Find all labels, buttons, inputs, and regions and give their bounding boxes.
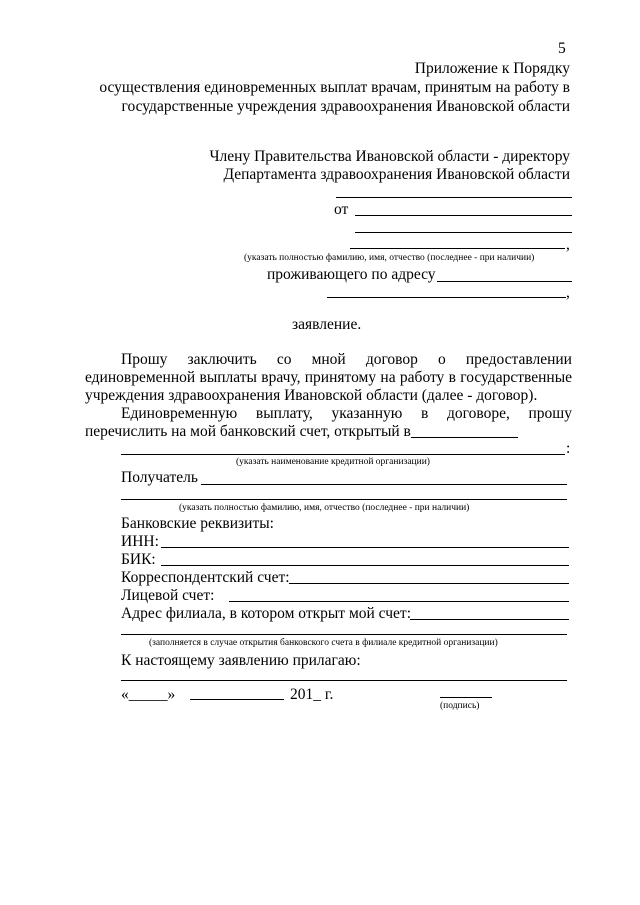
from-name-field-3[interactable] — [350, 248, 565, 249]
addressee-comma-1: , — [566, 236, 570, 253]
residing-address-field-2[interactable] — [327, 297, 566, 298]
paragraph-1-line-1 — [121, 351, 572, 369]
header-line-2: осуществления единовременных выплат врачам, принятым на работу в — [99, 79, 570, 96]
corr-account-label: Корреспондентский счет: — [121, 569, 290, 586]
residing-address-field[interactable] — [437, 281, 572, 282]
p2-word: прошу — [528, 405, 572, 422]
branch-address-label: Адрес филиала, в котором открыт мой счет: — [121, 605, 412, 622]
p1-word: предоставлении — [465, 351, 572, 368]
paragraph-2-line-1 — [121, 405, 572, 423]
recipient-hint: (указать полностью фамилию, имя, отчество (последнее - при наличии) — [179, 503, 470, 513]
attachments-label: К настоящему заявлению прилагаю: — [121, 652, 361, 669]
recipient-field[interactable] — [201, 484, 567, 485]
bank-hint: (указать наименование кредитной организации) — [236, 457, 430, 467]
addressee-blank-1[interactable] — [336, 197, 572, 198]
p1-word: заключить — [187, 351, 257, 368]
from-label: от — [334, 201, 349, 218]
bank-name-field-2[interactable] — [121, 454, 565, 455]
p2-word: Единовременную — [121, 405, 238, 422]
corr-account-field[interactable] — [289, 583, 569, 584]
header-line-1: Приложение к Порядку — [414, 60, 570, 77]
date-month-field[interactable] — [190, 699, 284, 700]
branch-address-field[interactable] — [410, 619, 569, 620]
bank-details-heading: Банковские реквизиты: — [121, 515, 274, 532]
p2-word: в — [421, 405, 429, 422]
p1-word: со — [276, 351, 292, 368]
bank-colon: : — [566, 440, 571, 457]
branch-hint: (заполняется в случае открытия банковского счета в филиале кредитной организации) — [149, 638, 498, 648]
personal-account-label: Лицевой счет: — [121, 587, 215, 604]
from-name-field-2[interactable] — [355, 232, 572, 233]
bik-field[interactable] — [161, 565, 569, 566]
paragraph-1-line-2: единовременной выплаты врачу, принятому на работу в государственные — [85, 369, 572, 386]
page-number: 5 — [558, 40, 566, 57]
from-name-field[interactable] — [355, 215, 572, 216]
signature-field[interactable] — [440, 697, 492, 698]
inn-field[interactable] — [161, 547, 569, 548]
date-year: 201_ г. — [290, 686, 334, 703]
residing-label: проживающего по адресу — [267, 266, 436, 283]
addressee-line-2: Департамента здравоохранения Ивановской области — [223, 166, 570, 183]
header-line-3: государственные учреждения здравоохранения Ивановской области — [121, 98, 570, 115]
p1-word: мной — [311, 351, 346, 368]
paragraph-2-line-2: перечислить на мой банковский счет, открытый в — [85, 423, 411, 440]
inn-label: ИНН: — [121, 533, 159, 550]
addressee-line-1: Члену Правительства Ивановской области - директору — [209, 148, 570, 165]
p1-word: договор — [365, 351, 418, 368]
document-title: заявление. — [292, 316, 362, 333]
p1-word: Прошу — [121, 351, 168, 368]
attachments-field[interactable] — [121, 680, 567, 681]
p2-word: выплату, — [255, 405, 313, 422]
p1-word: о — [438, 351, 446, 368]
signature-hint: (подпись) — [440, 701, 480, 711]
branch-address-field-2[interactable] — [121, 634, 567, 635]
p2-word: указанную — [331, 405, 403, 422]
bank-name-field[interactable] — [411, 437, 518, 438]
date-day[interactable]: «_____» — [121, 686, 176, 703]
bik-label: БИК: — [121, 551, 156, 568]
p2-word: договоре, — [447, 405, 510, 422]
recipient-field-2[interactable] — [121, 499, 567, 500]
recipient-label: Получатель — [121, 469, 198, 486]
personal-account-field[interactable] — [229, 601, 569, 602]
addressee-comma-2: , — [566, 284, 570, 301]
paragraph-1-line-3: учреждения здравоохранения Ивановской области (далее - договор). — [85, 387, 538, 404]
fio-hint: (указать полностью фамилию, имя, отчество (последнее - при наличии) — [244, 253, 535, 263]
